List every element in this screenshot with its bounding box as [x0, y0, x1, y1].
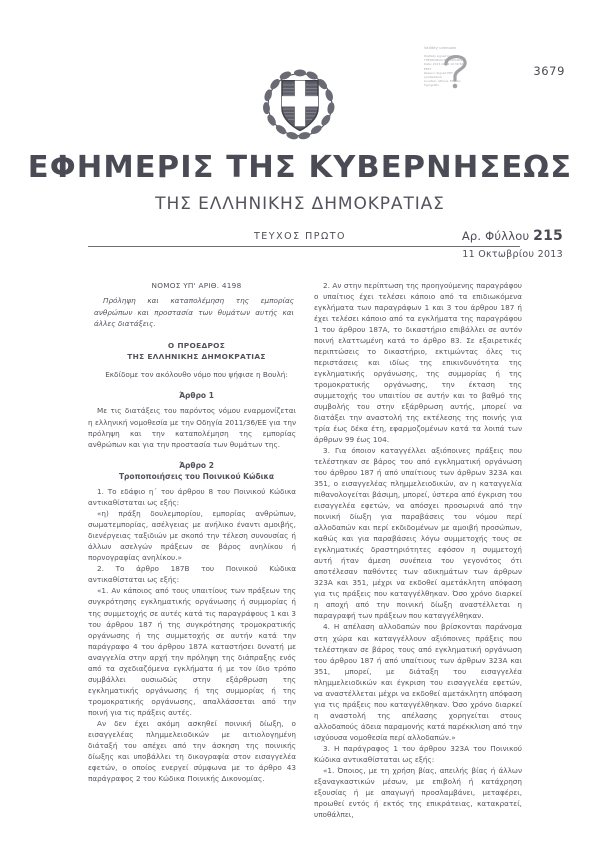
article-2-paragraph-1: 1. Το εδάφιο η΄ του άρθρου 8 του Ποινικού Κώδικα αντικαθίσταται ως εξής: [88, 487, 296, 508]
right-column [314, 276, 522, 820]
article-2-quote-2b: Αν δεν έχει ακόμη ασκηθεί ποινική δίωξη, ο εισαγγελέας πλημμελειοδικών με αιτιολογημένη διάταξή του απέχει από την άσκηση της ποινικής δίωξης και υποβάλλει τη δικογραφία στον εισαγγελέα εφετών, ο οποίος ενεργεί σύμφωνα με το άρθρο 43 παράγραφος 2 του Κώδικα Ποινικής Δικονομίας. [88, 718, 296, 783]
law-subject: Πρόληψη και καταπολέμηση της εμπορίας ανθρώπων και προστασία των θυμάτων αυτής και άλλες διατάξεις. [94, 296, 294, 329]
signature-line: Location: Athens, Ethniko [424, 79, 461, 84]
article-2-title: Άρθρο 2 [179, 460, 214, 470]
issue-kind-label: ΤΕΥΧΟΣ ΠΡΩΤΟ [253, 231, 347, 242]
right-paragraph-4: 4. Η απέλαση αλλοδαπών που βρίσκονται παράνομα στη χώρα και καταγγέλλουν αξιόποινες πράξεις που τελέστηκαν σε βάρος τους από εγκληματική οργάνωση του άρθρου 187 ή από υπαίτιους των άρθρων 323Α και 351, μπορεί, με διάταξη του εισαγγελέα πλημμελειοδικών και έγκριση του εισαγγελέα εφετών, να αναστέλλεται μέχρι να εκδοθεί αμετάκλητη απόφαση για τις πράξεις που καταγγέλθηκαν. Όσο χρόνο διαρκεί η αναστολή της απέλασης χορηγείται στους αλλοδαπούς άδεια παραμονής κατά παρέκκλιση από την ισχύουσα νομοθεσία περί αλλοδαπών.» [314, 622, 522, 742]
right-paragraph-3: 3. Για όποιον καταγγέλλει αξιόποινες πράξεις που τελέστηκαν σε βάρος του από εγκληματική οργάνωση του άρθρου 187 ή από υπαίτιους των άρθρων 323Α και 351, ο εισαγγελέας πλημμελειοδικών, αν η καταγγελία πιθανολογείται βάσιμη, μπορεί, ύστερα από έγκριση του εισαγγελέα εφετών, να απόσχει προσωρινά από την ποινική δίωξη για παραβάσεις του νόμου περί αλλοδαπών και περί εκδιδομένων με αμοιβή προσώπων, καθώς και για παραβάσεις λόγω συμμετοχής τους σε εγκληματικές δραστηριότητες εφόσον η συμμετοχή αυτή ήταν άμεση συνέπεια του γεγονότος ότι αποτέλεσαν παθόντες των αδικημάτων των άρθρων 323Α και 351, μέχρι να εκδοθεί αμετάκλητη απόφαση για τις πράξεις που καταγγέλθηκαν. Όσο χρόνο διαρκεί η αποχή από την ποινική δίωξη αναστέλλεται η παραγραφή των πράξεων που καταγγέλθηκαν. [314, 446, 522, 621]
issue-number-label: Αρ. Φύλλου [461, 229, 530, 243]
issue-date: 11 Οκτωβρίου 2013 [462, 249, 563, 260]
article-2-paragraph-2: 2. Το άρθρο 187Β του Ποινικού Κώδικα αντικαθίσταται ως εξής: [88, 564, 296, 585]
signature-line: Reason: Signed PDF [424, 70, 453, 75]
signature-line: (embedded) [424, 75, 442, 80]
signature-line: EEST [424, 66, 432, 71]
signature-line: Typografio [424, 83, 440, 88]
article-2-quote-2a: «1. Αν κάποιος από τους υπαιτίους των πράξεων της συγκρότησης εγκληματικής οργάνωσης ή συμμορίας ή της συμμετοχής σε αυτές κατά τις παραγράφους 1 και 3 του άρθρου 187 ή της συγκρότησης τρομοκρατικής οργάνωσης ή της συμμετοχής σε αυτήν κατά την παράγραφο 4 του άρθρου 187Α καταστήσει δυνατή με αναγγελία στην αρχή την πρόληψη της διάπραξης ενός από τα σχεδιαζόμενα εγκλήματα ή με τον ίδιο τρόπο συμβάλλει ουσιωδώς στην εξάρθρωση της εγκληματικής οργάνωσης ή της συμμορίας ή της τρομοκρατικής οργάνωσης, απαλλάσσεται από την ποινή για τις πράξεις αυτές. [88, 586, 296, 717]
right-quote-3: «1. Όποιος, με τη χρήση βίας, απειλής βίας ή άλλων εξαναγκαστικών μέσων, με επιβολή ή κατάχρηση εξουσίας ή με απαγωγή προσλαμβάνει, μεταφέρει, προωθεί εντός ή εκτός της επικράτειας, κατακρατεί, υποθάλπει, [314, 765, 522, 819]
president-line-1: Ο ΠΡΟΕΔΡΟΣ [167, 340, 226, 350]
right-paragraph-2-continued: 2. Αν στην περίπτωση της προηγούμενης παραγράφου ο υπαίτιος έχει τελέσει κάποιο από τα επιδιωκόμενα εγκλήματα των παραγράφων 1 και 3 του άρθρου 187 ή έχει τελέσει κάποιο από τα εγκλήματα της παραγράφου 1 του άρθρου 187Α, το δικαστήριο επιβάλλει σε αυτόν ποινή ελαττωμένη κατά το άρθρο 83. Σε εξαιρετικές περιπτώσεις το δικαστήριο, εκτιμώντας όλες τις περιστάσεις και ιδίως της επικινδυνότητα της εγκληματικής οργάνωσης, της συμμορίας ή της τρομοκρατικής οργάνωσης, την έκταση της συμμετοχής του υπαιτίου σε αυτήν και το βαθμό της συμβολής του στην εξάρθρωση αυτής, μπορεί να διατάξει την αναστολή της εκτέλεσης της ποινής για τρία έως δέκα έτη, εφαρμοζομένων κατά τα λοιπά των άρθρων 99 έως 104. [314, 281, 522, 445]
issue-number-value: 215 [533, 228, 563, 244]
left-column [88, 276, 296, 820]
question-mark-glyph [434, 48, 478, 92]
digital-signature-stamp [422, 46, 484, 94]
enactment-clause: Εκδίδομε τον ακόλουθο νόμο που ψήφισε η Βουλή: [105, 370, 288, 380]
page-title: ΕΦΗΜΕΡΙΣ ΤΗΣ ΚΥΒΕΡΝΗΣΕΩΣ [27, 150, 573, 185]
hellenic-republic-coat-of-arms [257, 60, 343, 150]
article-2-subtitle: Τροποποιήσεις του Ποινικού Κώδικα [118, 471, 275, 481]
signature-line: Digitally signed by [424, 54, 451, 58]
right-paragraph-5: 3. Η παράγραφος 1 του άρθρου 323Α του Ποινικού Κώδικα αντικαθίσταται ως εξής: [314, 743, 522, 764]
page-subtitle: ΤΗΣ ΕΛΛΗΝΙΚΗΣ ΔΗΜΟΚΡΑΤΙΑΣ [155, 194, 445, 214]
law-heading: ΝΟΜΟΣ ΥΠ' ΑΡΙΘ. 4198 [151, 281, 242, 290]
article-1-title: Άρθρο 1 [179, 391, 214, 401]
issue-number-block [462, 228, 563, 244]
signature-line: THEODOROS MOUMOURIS [424, 58, 463, 63]
president-line-2: ΤΗΣ ΕΛΛΗΝΙΚΗΣ ΔΗΜΟΚΡΑΤΙΑΣ [127, 351, 266, 361]
article-body [88, 276, 522, 820]
article-2-quote-1: «η) πράξη δουλεμπορίου, εμπορίας ανθρώπων, σωματεμπορίας, ασέλγειας με ανήλικο έναντι αμοιβής, διενέργειας ταξιδιών με σκοπό την τέλεση συνουσίας ή άλλων ασελγών πράξεων σε βάρος ανηλίκου ή πορνογραφίας ανηλίκου.» [88, 509, 296, 563]
signature-validity-label: Validity unknown [424, 46, 457, 50]
signature-line: Date: 2013.10.14 10:39:52 [424, 62, 464, 67]
article-1-body: Με τις διατάξεις του παρόντος νόμου εναρμονίζεται η ελληνική νομοθεσία με την Οδηγία 2011/36/ΕΕ για την πρόληψη και την καταπολέμηση της εμπορίας ανθρώπων και για την προστασία των θυμάτων της. [88, 406, 296, 449]
page-number: 3679 [533, 64, 565, 78]
masthead-divider [88, 246, 520, 247]
